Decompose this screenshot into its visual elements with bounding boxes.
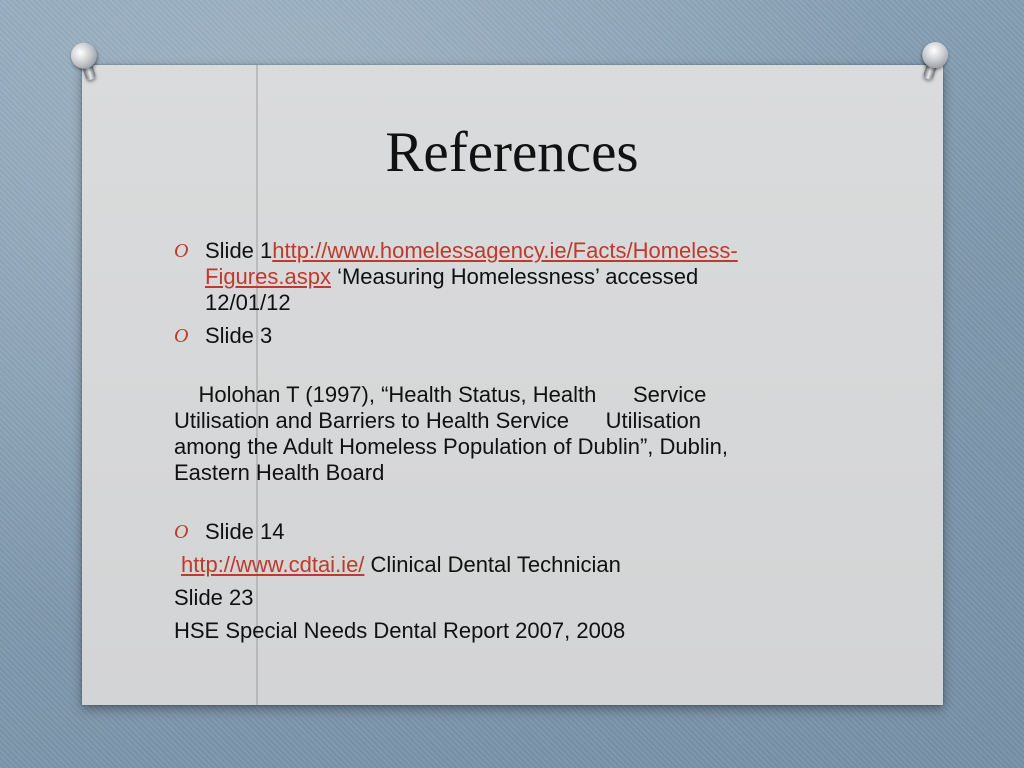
- reference-item-slide-14: [174, 519, 854, 545]
- reference-text-cdtai: [174, 552, 854, 578]
- reference-item-slide-3: [174, 323, 854, 349]
- reference-label: Slide 14: [205, 519, 285, 544]
- reference-text-holohan: Holohan T (1997), “Health Status, Health Service Utilisation and Barriers to Health Service Utilisation among the Adult Homeless Population of Dublin”, Dublin, Eastern Health Board: [174, 382, 728, 485]
- reference-label: Slide 1: [205, 238, 273, 263]
- cdtai-link[interactable]: http://www.cdtai.ie/: [181, 552, 365, 577]
- reference-text-hse: HSE Special Needs Dental Report 2007, 2008: [174, 618, 626, 643]
- reference-text: ‘Measuring Homelessness’ accessed: [330, 264, 699, 289]
- reference-label-slide-23: Slide 23: [174, 585, 254, 610]
- reference-date: 12/01/12: [205, 290, 291, 315]
- slide-title: References: [385, 121, 639, 184]
- homelessagency-link[interactable]: http://www.homelessagency.ie/Facts/Homeless- Figures.aspx: [205, 238, 738, 289]
- reference-text: Clinical Dental Technician: [370, 552, 621, 577]
- bullet-marker-icon: O: [174, 325, 189, 347]
- bullet-marker-icon: O: [174, 240, 189, 262]
- references-list: [174, 238, 854, 651]
- reference-item-slide-1: [174, 238, 854, 316]
- bullet-marker-icon: O: [174, 521, 189, 543]
- reference-label: Slide 3: [205, 323, 273, 348]
